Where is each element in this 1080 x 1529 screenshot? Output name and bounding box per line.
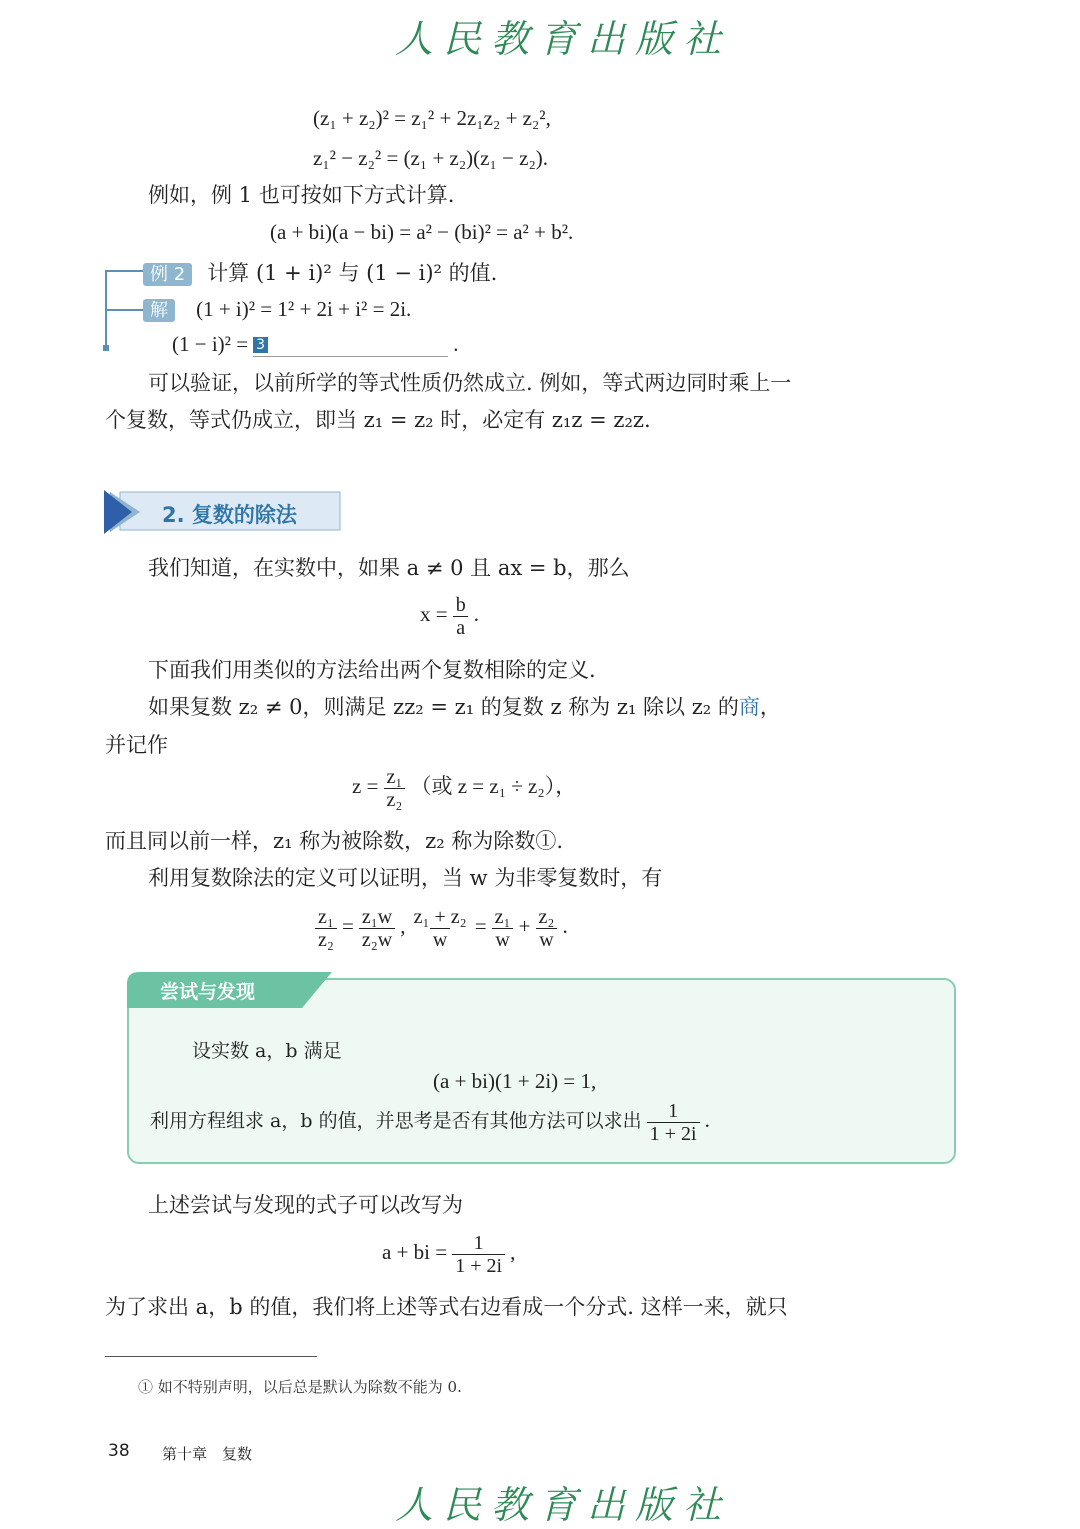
para-quotient-line2: 并记作 bbox=[105, 733, 168, 757]
bracket-dot bbox=[103, 345, 109, 351]
solution-line2: (1 − i)² = bbox=[172, 332, 249, 356]
try-discover-title: 尝试与发现 bbox=[160, 981, 256, 1003]
example2-tag: 例 2 bbox=[143, 263, 192, 286]
rewrite-end: , bbox=[510, 1240, 516, 1264]
try-frac-num: 1 bbox=[668, 1100, 679, 1122]
try-line1: 设实数 a，b 满足 bbox=[192, 1040, 342, 1062]
para-real: 我们知道，在实数中，如果 a ≠ 0 且 ax = b，那么 bbox=[148, 556, 630, 580]
para-rewrite: 上述尝试与发现的式子可以改写为 bbox=[148, 1193, 463, 1217]
term-quotient: 商 bbox=[738, 695, 760, 719]
formula-props: $\frac{\text{z₁}}{\text{z₂}}$ = $\frac{\text{z₁w}}{\text{z₂w}}$ , $\frac{\text{z₁ + z₂}}{w}$ = $\frac{\text{z₁}}{w}$ + $\frac{\text{z₂}}{w}$ . bbox=[315, 906, 568, 951]
try-line3-end: . bbox=[704, 1108, 710, 1132]
para-quotient-text: 如果复数 z₂ ≠ 0，则满足 zz₂ = z₁ 的复数 z 称为 z₁ 除以 z₂ 的 bbox=[148, 695, 739, 719]
para-verify-1: 可以验证，以前所学的等式性质仍然成立. 例如，等式两边同时乘上一 bbox=[148, 371, 792, 395]
prop-f5-den: w bbox=[536, 928, 556, 951]
prop-f3-den: w bbox=[430, 928, 450, 951]
rewrite-num: 1 bbox=[473, 1232, 484, 1254]
rewrite-den: 1 + 2i bbox=[452, 1254, 505, 1277]
example2-text: 计算 (1 + i)² 与 (1 − i)² 的值. bbox=[207, 261, 498, 285]
formula-x-den: a bbox=[453, 616, 468, 639]
example2-row bbox=[143, 258, 497, 288]
prop-f2-den: z₂w bbox=[359, 928, 395, 951]
para-quotient bbox=[148, 692, 781, 722]
para-prove: 利用复数除法的定义可以证明，当 w 为非零复数时，有 bbox=[148, 866, 663, 890]
formula-rewrite bbox=[382, 1232, 515, 1277]
formula-z-rest: （或 z = z₁ ÷ z₂）， bbox=[410, 774, 577, 798]
formula-x-num: b bbox=[455, 594, 466, 616]
formula-diff-squares: z₁² − z₂² = (z₁ + z₂)(z₁ − z₂). bbox=[313, 146, 549, 170]
para-verify-2: 个复数，等式仍成立，即当 z₁ = z₂ 时，必定有 z₁z = z₂z. bbox=[105, 408, 651, 432]
prop-f4-num: z₁ bbox=[494, 906, 511, 928]
formula-z-lhs: z = bbox=[352, 774, 379, 798]
prop-f1-den: z₂ bbox=[315, 928, 337, 951]
watermark-top: 人民教育出版社 bbox=[395, 17, 732, 61]
para-last: 为了求出 a，b 的值，我们将上述等式右边看成一个分式. 这样一来，就只 bbox=[105, 1295, 788, 1319]
formula-x bbox=[420, 594, 479, 639]
formula-z-den: z₂ bbox=[384, 788, 406, 811]
formula-x-lhs: x = bbox=[420, 602, 448, 626]
bracket-line-top bbox=[105, 270, 143, 272]
formula-x-end: . bbox=[473, 602, 480, 626]
formula-square-sum: (z₁ + z₂)² = z₁² + 2z₁z₂ + z₂², bbox=[313, 106, 551, 130]
solution-tag: 解 bbox=[143, 299, 175, 322]
formula-z-num: z₁ bbox=[386, 766, 403, 788]
chapter-label: 第十章 复数 bbox=[162, 1445, 253, 1463]
page-number: 38 bbox=[108, 1441, 130, 1461]
solution-row bbox=[143, 296, 411, 322]
prop-f4-den: w bbox=[492, 928, 512, 951]
blank-number: 3 bbox=[253, 337, 268, 353]
prop-f2-num: z₁w bbox=[361, 906, 393, 928]
solution-line2-end: . bbox=[453, 332, 459, 356]
formula-ab: (a + bi)(a − bi) = a² − (bi)² = a² + b². bbox=[270, 220, 574, 244]
formula-z bbox=[352, 766, 576, 811]
try-frac-den: 1 + 2i bbox=[647, 1122, 700, 1145]
para-quotient-after: ， bbox=[759, 695, 781, 719]
para-dividend: 而且同以前一样，z₁ 称为被除数，z₂ 称为除数①. bbox=[105, 829, 563, 853]
para-example1: 例如，例 1 也可按如下方式计算. bbox=[148, 183, 455, 207]
section-title: 2. 复数的除法 bbox=[162, 503, 297, 527]
solution-line1: (1 + i)² = 1² + 2i + i² = 2i. bbox=[196, 297, 412, 321]
answer-blank bbox=[253, 334, 448, 357]
prop-f3-num: z₁ + z₂ bbox=[413, 906, 467, 928]
watermark-bottom: 人民教育出版社 bbox=[395, 1483, 732, 1527]
try-line3 bbox=[150, 1100, 710, 1145]
bracket-line-mid bbox=[105, 309, 143, 311]
prop-f5-num: z₂ bbox=[538, 906, 555, 928]
try-line3-text: 利用方程组求 a，b 的值，并思考是否有其他方法可以求出 bbox=[150, 1110, 642, 1132]
footnote: ① 如不特别声明，以后总是默认为除数不能为 0. bbox=[138, 1378, 462, 1396]
footnote-rule bbox=[105, 1356, 317, 1357]
rewrite-lhs: a + bi = bbox=[382, 1240, 448, 1264]
para-define: 下面我们用类似的方法给出两个复数相除的定义. bbox=[148, 658, 596, 682]
solution-line2-row bbox=[172, 332, 459, 357]
try-formula: (a + bi)(1 + 2i) = 1, bbox=[433, 1069, 597, 1093]
prop-f1-num: z₁ bbox=[318, 906, 334, 928]
